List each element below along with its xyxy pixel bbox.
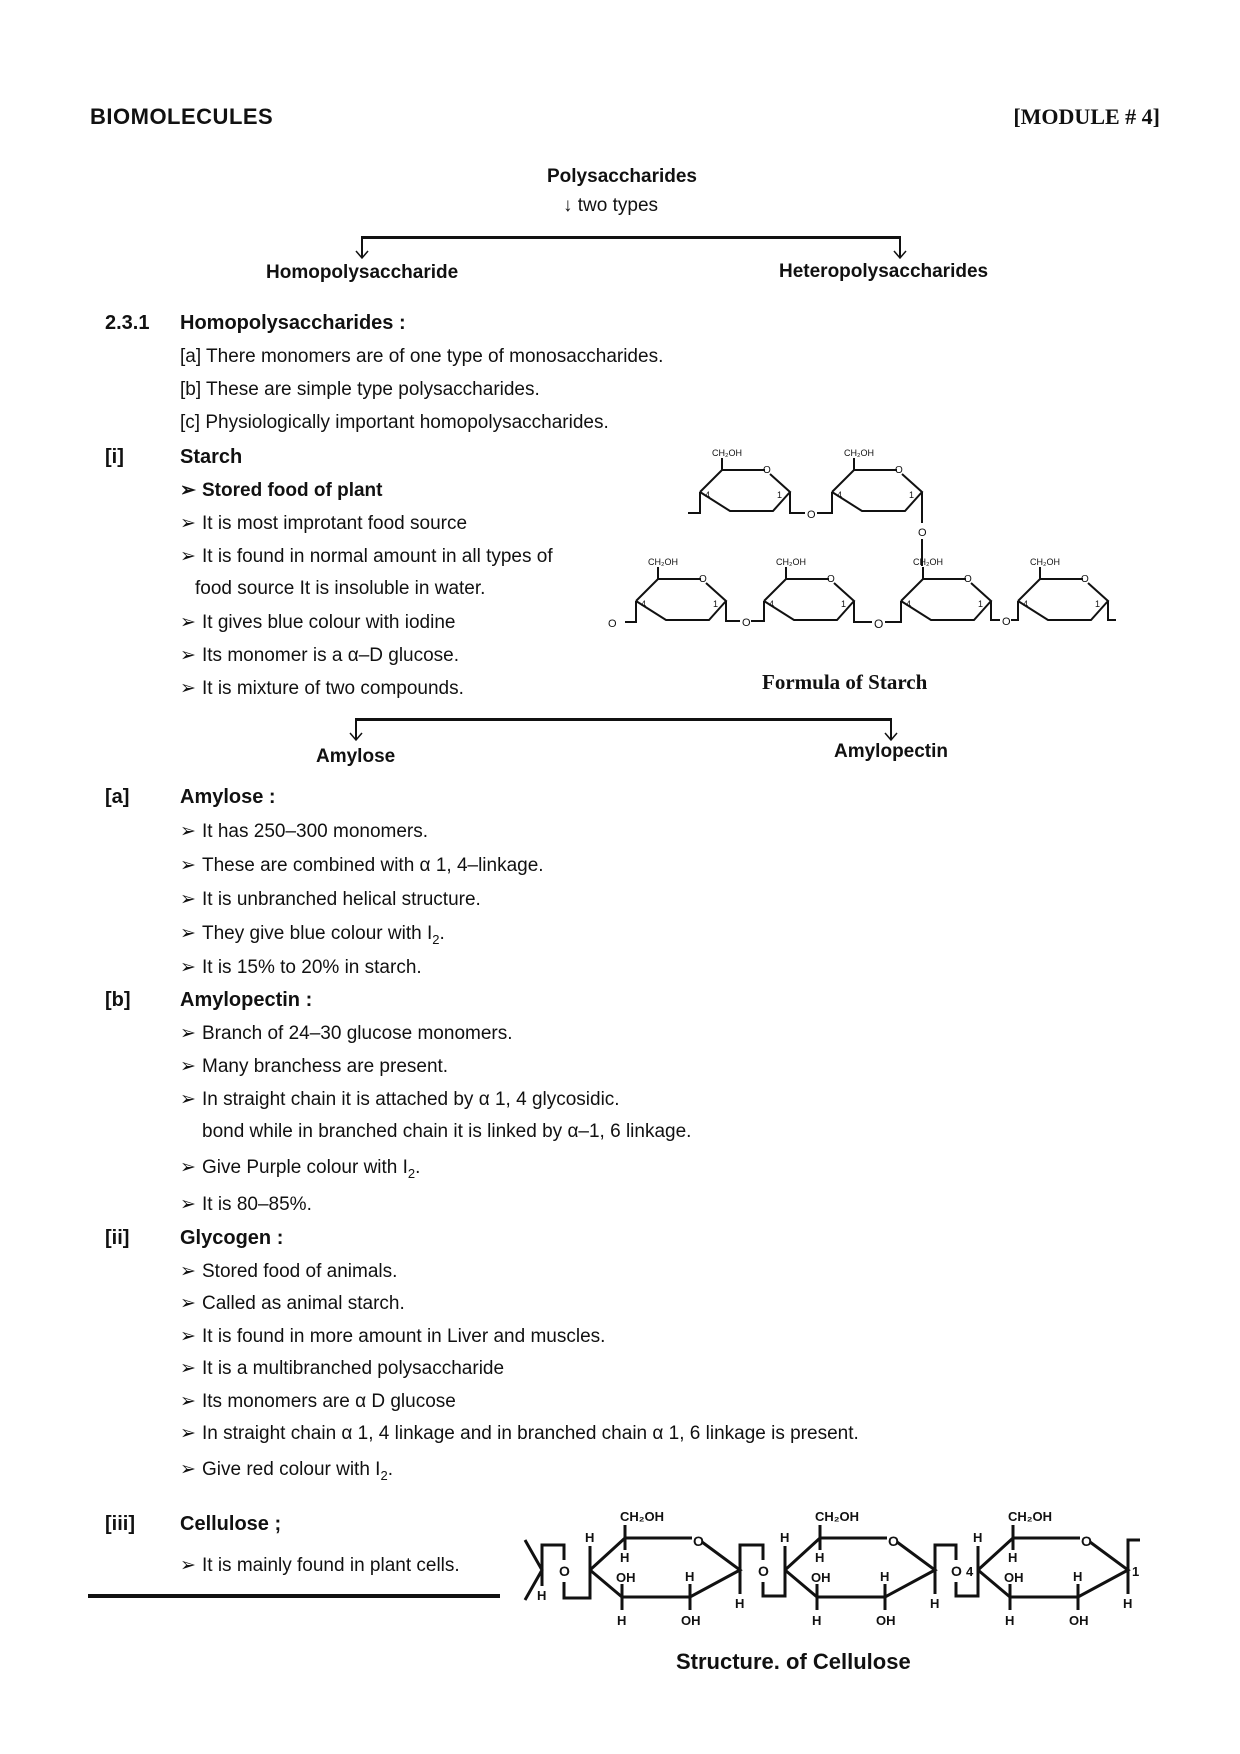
bullet-arrow-icon: ➢	[180, 1157, 196, 1178]
svg-text:1: 1	[1132, 1564, 1140, 1579]
tree-left-homopolysaccharide: Homopolysaccharide	[266, 262, 459, 283]
svg-text:4: 4	[966, 1564, 974, 1579]
bullet-arrow-icon: ➢	[180, 855, 196, 876]
svg-text:O: O	[608, 618, 617, 630]
svg-text:H: H	[930, 1596, 940, 1611]
amylopectin-bullet-continuation: bond while in branched chain it is linked by α–1, 6 linkage.	[202, 1121, 692, 1142]
tree-sub-label: two types	[577, 195, 659, 216]
amylose-bullet: ➢ It has 250–300 monomers.	[180, 821, 429, 842]
bullet-arrow-icon: ➢	[180, 1023, 196, 1044]
amylopectin-bullet: ➢ In straight chain it is attached by α 1, 4 glycosidic.	[180, 1089, 620, 1110]
svg-text:O: O	[951, 1563, 962, 1579]
amylose-title: Amylose :	[180, 786, 276, 808]
tree-right-heteropolysaccharides: Heteropolysaccharides	[779, 261, 989, 282]
bullet-arrow-icon: ➢	[180, 1555, 196, 1576]
amylose-bullet: ➢ It is unbranched helical structure.	[180, 889, 481, 910]
bullet-arrow-icon: ➢	[180, 1459, 196, 1480]
starch-bullet: ➢ It is found in normal amount in all types of	[180, 546, 553, 567]
tree-root-polysaccharides: Polysaccharides	[547, 166, 697, 187]
glycogen-bullet: ➢ Its monomers are α D glucose	[180, 1391, 456, 1412]
tree-left-amylose: Amylose	[316, 746, 396, 767]
svg-text:O: O	[807, 509, 816, 521]
glycogen-bullet: ➢ It is found in more amount in Liver and muscles.	[180, 1326, 606, 1347]
module-label: [MODULE # 4]	[1013, 104, 1160, 129]
bullet-arrow-icon: ➢	[180, 821, 196, 842]
amylose-bullet: ➢ They give blue colour with $I_2$.	[180, 923, 445, 947]
amylopectin-bullet: ➢ Give Purple colour with $I_2$.	[180, 1157, 421, 1181]
svg-text:O: O	[758, 1563, 769, 1579]
item-label-i: [i]	[105, 446, 124, 468]
svg-text:H: H	[735, 1596, 745, 1611]
bullet-arrow-icon: ➢	[180, 1326, 196, 1347]
bullet-arrow-icon: ➢	[180, 957, 196, 978]
starch-bullet: ➢ Its monomer is a α–D glucose.	[180, 645, 460, 666]
chapter-title: BIOMOLECULES	[90, 104, 274, 129]
glycogen-bullet: ➢ Called as animal starch.	[180, 1293, 405, 1314]
section-point: [c] Physiologically important homopolysaccharides.	[180, 412, 609, 433]
tree2-connector	[355, 718, 892, 721]
item-label-b: [b]	[105, 989, 131, 1011]
starch-bullet-continuation: food source It is insoluble in water.	[195, 578, 486, 599]
amylose-bullet: ➢ It is 15% to 20% in starch.	[180, 957, 422, 978]
glycogen-bullet: ➢ Give red colour with $I_2$.	[180, 1459, 393, 1483]
glycogen-title: Glycogen :	[180, 1227, 284, 1249]
section-point: [a] There monomers are of one type of monosaccharides.	[180, 346, 664, 367]
bullet-arrow-icon: ➢	[180, 1261, 196, 1282]
bullet-arrow-icon: ➢	[180, 645, 196, 666]
item-label-a: [a]	[105, 786, 130, 808]
tree-right-amylopectin: Amylopectin	[834, 741, 949, 762]
glycogen-bullet: ➢ In straight chain α 1, 4 linkage and in branched chain α 1, 6 linkage is present.	[180, 1423, 859, 1444]
amylopectin-title: Amylopectin :	[180, 989, 313, 1011]
bullet-arrow-icon: ➢	[180, 480, 196, 501]
arrow-down-icon	[355, 250, 369, 260]
section-title: Homopolysaccharides :	[180, 312, 406, 334]
section-point: [b] These are simple type polysaccharides.	[180, 379, 540, 400]
bullet-arrow-icon: ➢	[180, 1194, 196, 1215]
cellulose-bullet: ➢ It is mainly found in plant cells.	[180, 1555, 460, 1576]
starch-bullet: ➢ It is most improtant food source	[180, 513, 468, 534]
bullet-arrow-icon: ➢	[180, 1358, 196, 1379]
section-divider	[88, 1594, 500, 1598]
cellulose-figure-caption: Structure. of Cellulose	[676, 1649, 911, 1674]
arrow-down-icon	[349, 732, 363, 742]
item-label-iii: [iii]	[105, 1513, 135, 1535]
amylopectin-bullet: ➢ Many branchess are present.	[180, 1056, 449, 1077]
bullet-arrow-icon: ➢	[180, 1293, 196, 1314]
bullet-arrow-icon: ➢	[180, 1391, 196, 1412]
bullet-arrow-icon: ➢	[180, 546, 196, 567]
starch-figure-caption: Formula of Starch	[762, 670, 928, 694]
svg-text:O: O	[874, 617, 884, 631]
svg-text:O: O	[1002, 616, 1011, 628]
svg-text:H: H	[537, 1588, 547, 1603]
bullet-arrow-icon: ➢	[180, 1423, 196, 1444]
tree1-connector	[361, 236, 901, 239]
amylopectin-bullet: ➢ Branch of 24–30 glucose monomers.	[180, 1023, 513, 1044]
item-label-ii: [ii]	[105, 1227, 130, 1249]
svg-text:H: H	[1123, 1596, 1133, 1611]
starch-bullet: ➢ Stored food of plant	[180, 480, 383, 501]
glycogen-bullet: ➢ Stored food of animals.	[180, 1261, 398, 1282]
amylopectin-bullet: ➢ It is 80–85%.	[180, 1194, 312, 1215]
svg-text:O: O	[742, 617, 751, 629]
arrow-down-icon	[893, 250, 907, 260]
svg-text:O: O	[918, 527, 927, 539]
bullet-arrow-icon: ➢	[180, 889, 196, 910]
bullet-arrow-icon: ➢	[180, 678, 196, 699]
tree-sub	[563, 195, 658, 217]
starch-structure-diagram: 4 1 O O O O O O	[600, 440, 1120, 660]
cellulose-structure-diagram: OH H H OH H O H O H O 4 H 1	[520, 1490, 1160, 1650]
glycogen-bullet: ➢ It is a multibranched polysaccharide	[180, 1358, 505, 1379]
cellulose-title: Cellulose ;	[180, 1513, 282, 1535]
bullet-arrow-icon: ➢	[180, 1089, 196, 1110]
section-number: 2.3.1	[105, 312, 150, 334]
bullet-arrow-icon: ➢	[180, 612, 196, 633]
starch-bullet: ➢ It gives blue colour with iodine	[180, 612, 456, 633]
svg-text:O: O	[559, 1563, 570, 1579]
bullet-arrow-icon: ➢	[180, 923, 196, 944]
amylose-bullet: ➢ These are combined with α 1, 4–linkage.	[180, 855, 544, 876]
starch-bullet: ➢ It is mixture of two compounds.	[180, 678, 464, 699]
bullet-arrow-icon: ➢	[180, 1056, 196, 1077]
down-arrow-icon: ↓	[563, 195, 573, 216]
starch-title: Starch	[180, 446, 243, 468]
bullet-arrow-icon: ➢	[180, 513, 196, 534]
